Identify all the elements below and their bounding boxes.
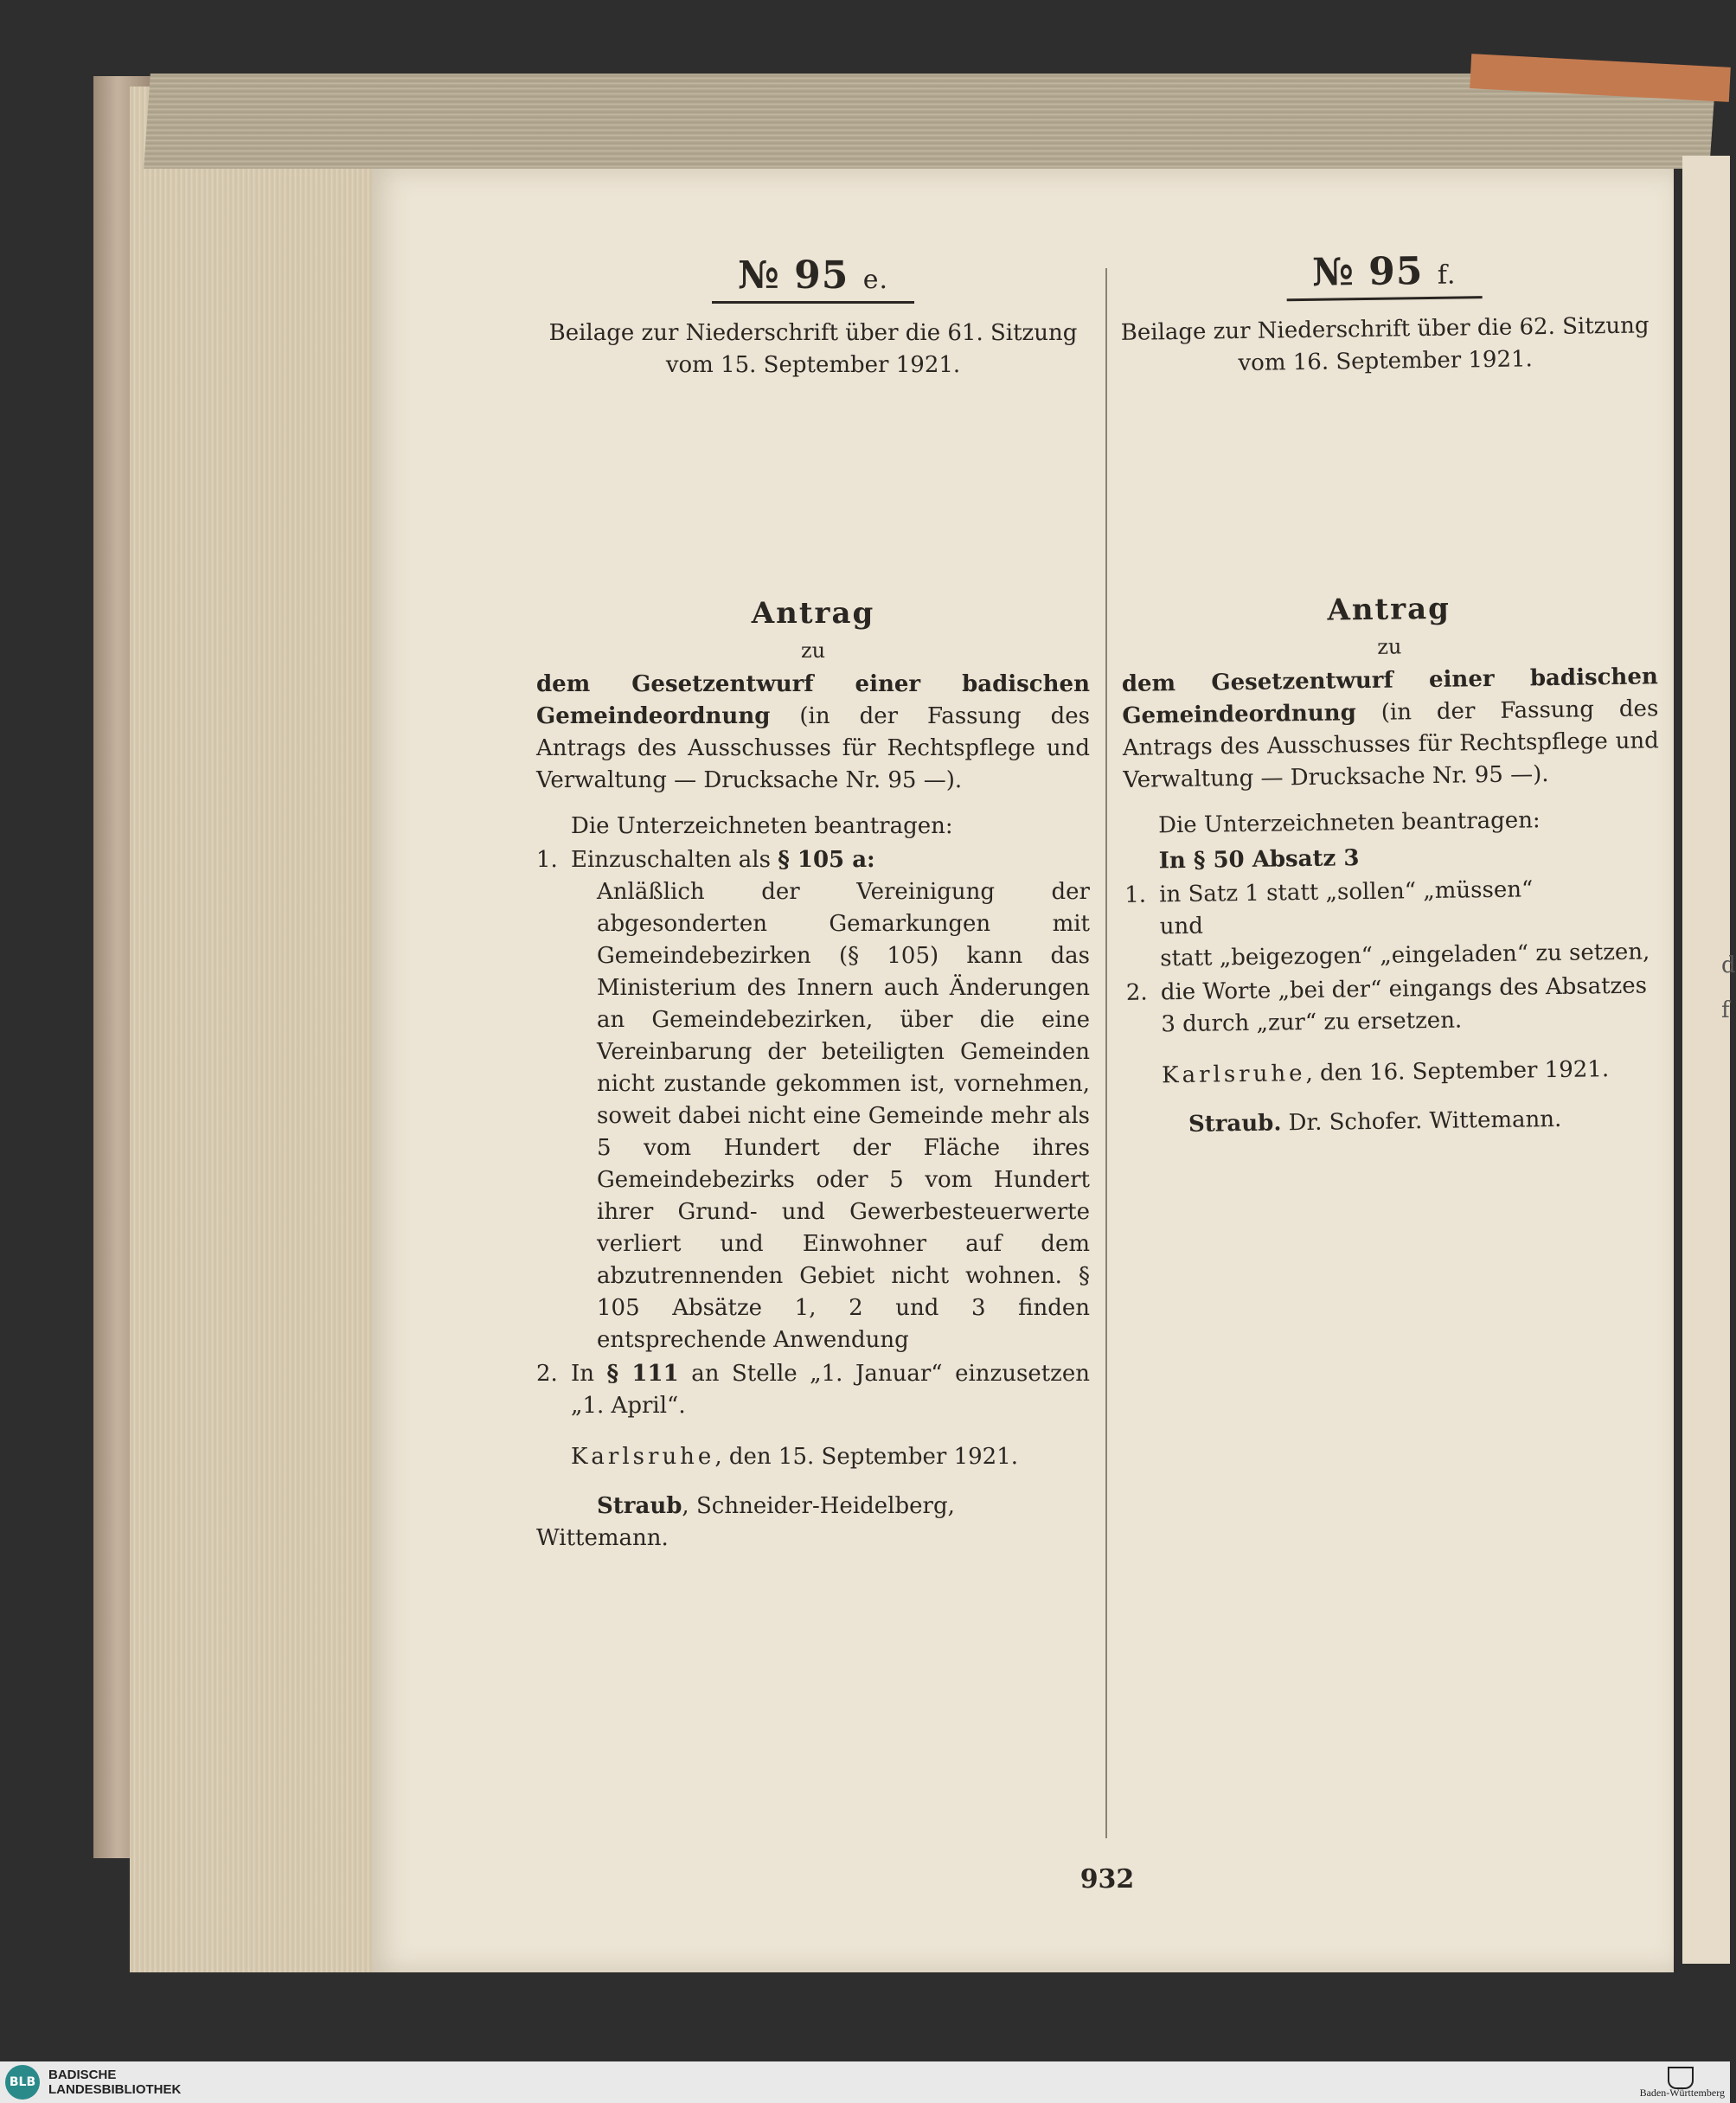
column-divider bbox=[1105, 268, 1107, 1838]
place-date bbox=[1127, 1053, 1663, 1093]
list-item bbox=[1126, 970, 1663, 1042]
right-column bbox=[1116, 249, 1664, 1142]
library-name[interactable] bbox=[48, 2068, 181, 2097]
antrag-title: Antrag bbox=[751, 596, 875, 631]
item-ref: § 111 bbox=[606, 1361, 679, 1387]
subject-bold: dem Gesetzentwurf einer badischen Gemeindeordnung bbox=[1121, 664, 1659, 729]
date: , den 16. September 1921. bbox=[1305, 1056, 1610, 1087]
library-name-line: BADISCHE bbox=[48, 2068, 117, 2082]
beilage-date: vom 16. September 1921. bbox=[1238, 346, 1534, 377]
beilage-date: vom 15. September 1921. bbox=[665, 352, 961, 378]
subject-rest: (in der Fassung des Antrags des Ausschusses für Rechtspflege und Verwaltung — Drucksache Nr. 95 —). bbox=[536, 703, 1090, 793]
document-number: № 95 e. bbox=[712, 260, 914, 304]
item-line: statt „beigezogen“ „eingeladen“ zu setzen, bbox=[1160, 939, 1650, 972]
section-heading: In § 50 Absatz 3 bbox=[1158, 845, 1360, 875]
next-page-fragments bbox=[1721, 943, 1736, 1033]
blb-logo-icon[interactable]: BLB bbox=[5, 2065, 40, 2100]
list-number: 1. bbox=[1124, 882, 1147, 908]
next-page-fragment: d bbox=[1721, 952, 1736, 978]
left-column bbox=[536, 253, 1090, 1555]
subject bbox=[536, 669, 1090, 797]
date: , den 15. September 1921. bbox=[714, 1444, 1018, 1470]
inserted-paragraph: Anläßlich der Vereinigung der abgesonderten Gemarkungen mit Gemeindebezirken (§ 105) kann das Ministerium des Innern auch Änderungen an Gemeindebezirken, über die eine Vereinbarung der beteiligten Gemeinden nicht zustande gekommen ist, vornehmen, soweit dabei nicht eine Gemeinde mehr als 5 vom Hundert der Fläche ihres Gemeindebezirks oder 5 vom Hundert ihrer Grund- und Gewerbesteuerwerte verliert und Einwohner auf dem abzutrennenden Gebiet nicht wohnen. § 105 Absätze 1, 2 und 3 finden entsprechende Anwendung bbox=[597, 879, 1090, 1353]
item-line: in Satz 1 statt „sollen“ „müssen“ bbox=[1159, 876, 1534, 908]
library-name-line: LANDESBIBLIOTHEK bbox=[48, 2082, 182, 2097]
next-page-fragment: f bbox=[1721, 997, 1730, 1023]
zu-label: zu bbox=[800, 638, 826, 663]
item-lead: Einzuschalten als bbox=[571, 847, 771, 873]
list-number: 1. bbox=[536, 847, 558, 873]
beilage-line bbox=[1117, 310, 1654, 381]
page-stack-edge bbox=[130, 87, 389, 1972]
document-number-suffix: e. bbox=[862, 265, 888, 295]
list-number: 2. bbox=[1125, 979, 1148, 1006]
item-ref: § 105 a: bbox=[778, 847, 875, 873]
list-number: 2. bbox=[536, 1361, 558, 1387]
intro-text: Die Unterzeichneten beantragen: bbox=[1157, 807, 1541, 839]
beilage-text: Beilage zur Niederschrift über die 62. Sitzung bbox=[1120, 312, 1650, 346]
item-lead: In bbox=[571, 1361, 595, 1387]
place: Karlsruhe bbox=[1161, 1061, 1306, 1089]
place: Karlsruhe bbox=[571, 1444, 715, 1470]
signature-bold: Straub. bbox=[1188, 1110, 1282, 1138]
list-item bbox=[536, 1358, 1090, 1422]
item-text: die Worte „bei der“ eingangs des Absatzes 3 durch „zur“ zu ersetzen. bbox=[1160, 972, 1648, 1038]
page-number: 932 bbox=[1079, 1864, 1135, 1895]
footer-bar bbox=[0, 2061, 1730, 2103]
item-line: und bbox=[1159, 913, 1204, 940]
beilage-line bbox=[536, 317, 1090, 381]
signatures bbox=[536, 1491, 1090, 1555]
list-item bbox=[536, 844, 1090, 876]
document-number-suffix: f. bbox=[1437, 260, 1457, 291]
next-page-edge bbox=[1682, 156, 1730, 1964]
subject-bold: dem Gesetzentwurf einer badischen Gemeindeordnung bbox=[536, 671, 1090, 729]
signature-bold: Straub bbox=[597, 1493, 682, 1519]
subject bbox=[1122, 661, 1660, 797]
intro-text: Die Unterzeichneten beantragen: bbox=[571, 813, 953, 839]
list-item bbox=[1124, 872, 1662, 976]
zu-label: zu bbox=[1377, 634, 1402, 659]
document-number: № 95 f. bbox=[1286, 254, 1483, 301]
antrag-title: Antrag bbox=[1327, 591, 1451, 628]
item-text: an Stelle „1. Januar“ einzusetzen „1. April“. bbox=[571, 1361, 1090, 1419]
subject-rest: (in der Fassung des Antrags des Ausschusses für Rechtspflege und Verwaltung — Drucksache Nr. 95 —). bbox=[1122, 696, 1660, 793]
state-name: Baden-Württemberg bbox=[1639, 2087, 1725, 2099]
signature-rest: , Schneider-Heidelberg, Wittemann. bbox=[536, 1493, 955, 1551]
beilage-text: Beilage zur Niederschrift über die 61. Sitzung bbox=[548, 320, 1078, 346]
signature-rest: Dr. Schofer. Wittemann. bbox=[1281, 1106, 1562, 1137]
place-date bbox=[536, 1441, 1090, 1473]
